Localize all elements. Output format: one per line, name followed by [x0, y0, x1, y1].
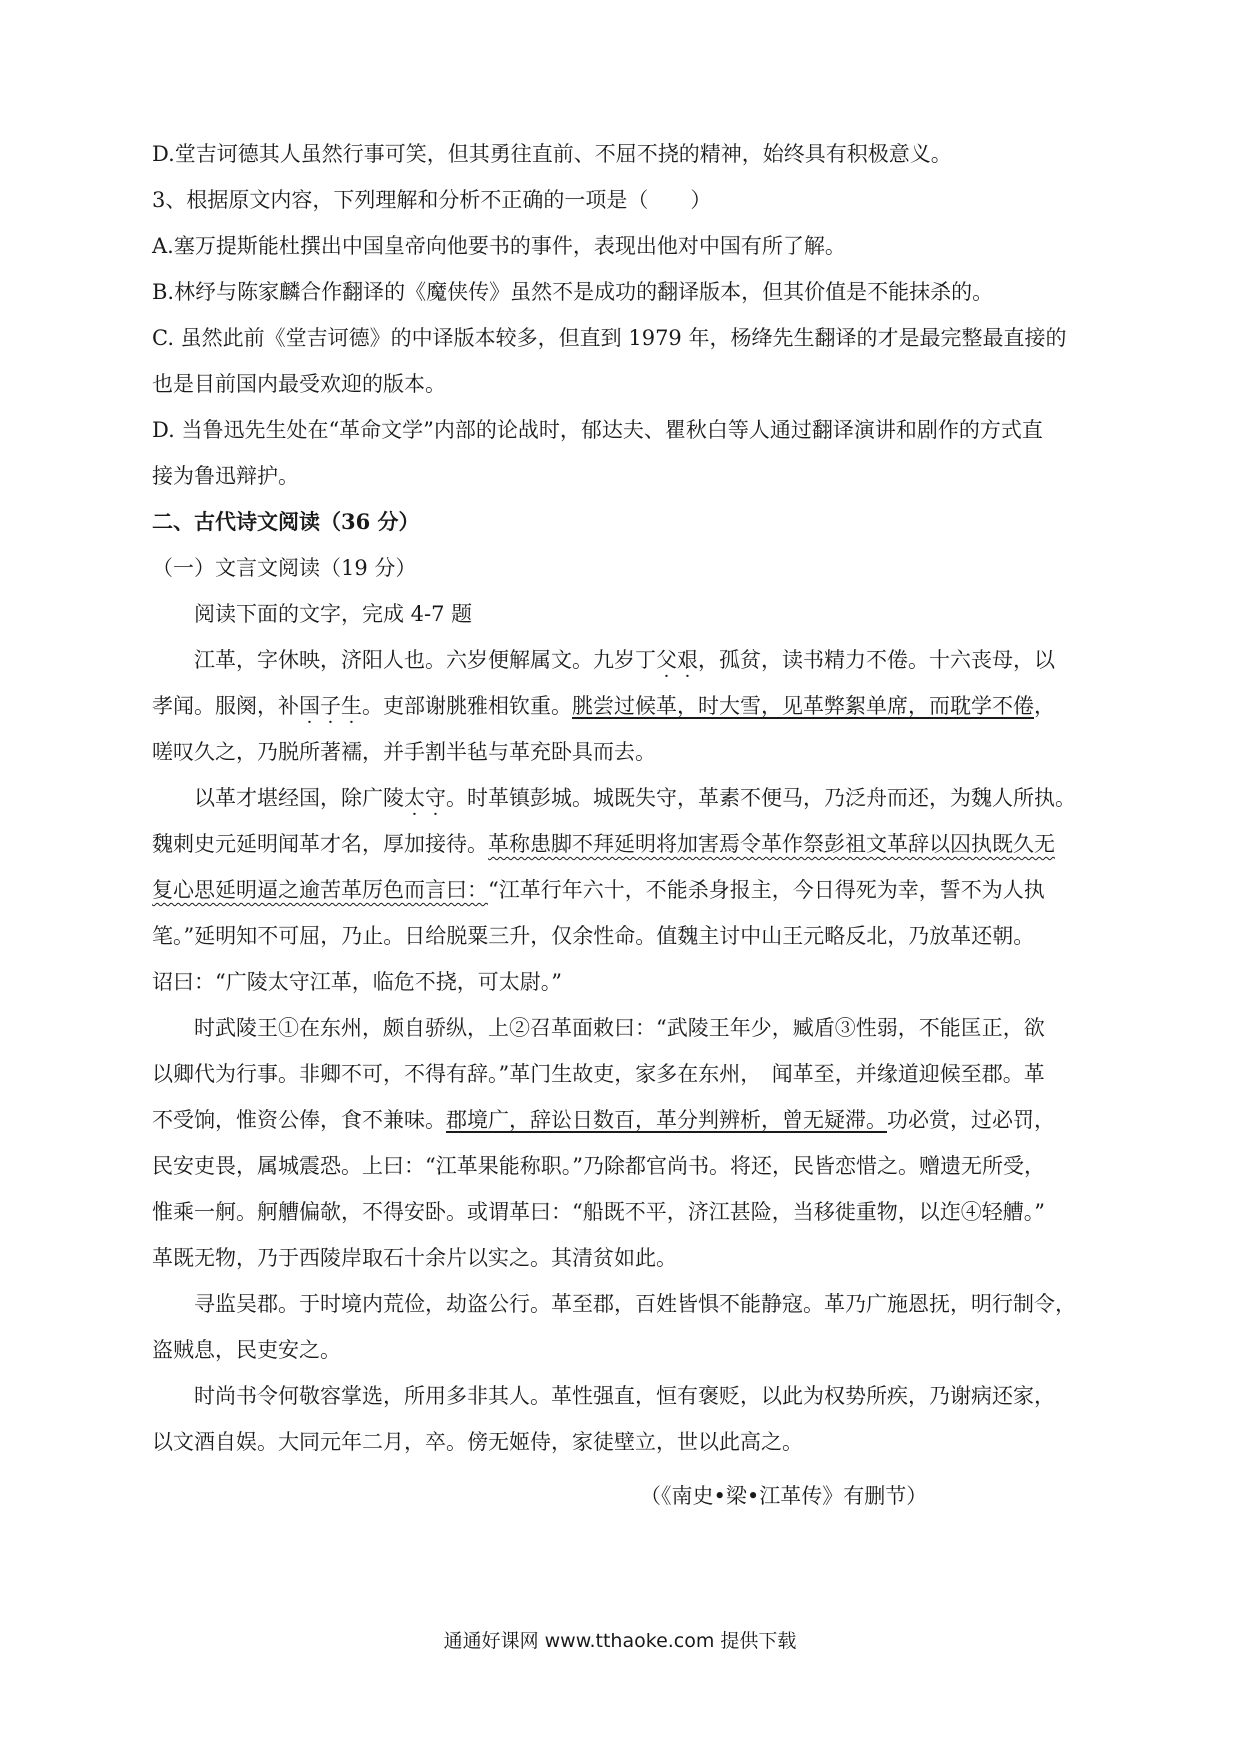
- passage-p3-line1: 时武陵王①在东州，颇自骄纵，上②召革面敕曰：“武陵王年少，臧盾③性弱，不能匡正，欲: [194, 1016, 1045, 1040]
- emphasis-char: 国: [299, 694, 320, 718]
- passage-p5-line2: 以文酒自娱。大同元年二月，卒。傍无姬侍，家徒壁立，世以此高之。: [152, 1430, 803, 1454]
- q3-stem: 3、根据原文内容，下列理解和分析不正确的一项是（ ）: [152, 188, 712, 212]
- text-segment: ，: [1034, 694, 1055, 718]
- text-segment: 功必赏，过必罚，: [887, 1108, 1055, 1132]
- passage-p3-line3: [152, 1106, 1102, 1134]
- q3-option-c-line1: C. 虽然此前《堂吉诃德》的中译版本较多，但直到 1979 年，杨绛先生翻译的才是最完整最直接的: [152, 326, 1067, 350]
- emphasis-char: 生: [341, 694, 362, 718]
- text-segment: ，孤贫，读书精力不倦。十六丧母，以: [698, 648, 1055, 672]
- passage-p4-line2: 盗贼息，民吏安之。: [152, 1338, 341, 1362]
- passage-p2-line4: 笔。”延明知不可屈，乃止。日给脱粟三升，仅余性命。值魏主讨中山王元略反北，乃放革还朝。: [152, 924, 1035, 948]
- passage-source: （《南史•梁•江革传》有删节）: [640, 1484, 928, 1508]
- q2-option-d: D.堂吉诃德其人虽然行事可笑，但其勇往直前、不屈不挠的精神，始终具有积极意义。: [152, 142, 952, 166]
- passage-p3-line6: 革既无物，乃于西陵岸取石十余片以实之。其清贫如此。: [152, 1246, 677, 1270]
- text-segment: “江革行年六十，不能杀身报主，今日得死为幸，誓不为人执: [488, 878, 1045, 902]
- emphasis-char: 父: [656, 648, 677, 672]
- passage-p1-line2: [152, 692, 1102, 720]
- text-segment: 。吏部谢朓雅相钦重。: [362, 694, 572, 718]
- emphasis-char: 艰: [677, 648, 698, 672]
- text-segment: 。时革镇彭城。城既失守，革素不便马，乃泛舟而还，为魏人所执。: [446, 786, 1076, 810]
- q3-option-d-line1: D. 当鲁迅先生处在“革命文学”内部的论战时，郁达夫、瞿秋白等人通过翻译演讲和剧作的方式直: [152, 418, 1043, 442]
- wavy-underlined-text: 复心思延明逼之逾苦革厉色而言曰：: [152, 878, 488, 902]
- emphasis-char: 守: [425, 786, 446, 810]
- passage-p2-line2: [152, 830, 1102, 858]
- passage-p2-line5: 诏曰：“广陵太守江革，临危不挠，可太尉。”: [152, 970, 562, 994]
- passage-p1-line3: 嗟叹久之，乃脱所著襦，并手割半毡与革充卧具而去。: [152, 740, 656, 764]
- subsection-title: （一）文言文阅读（19 分）: [152, 556, 417, 580]
- q3-option-a: A.塞万提斯能杜撰出中国皇帝向他要书的事件，表现出他对中国有所了解。: [152, 234, 846, 258]
- passage-p2-line3: [152, 876, 1102, 904]
- wavy-underlined-text: 革称患脚不拜延明将加害焉令革作祭彭祖文革辞以囚执既久无: [488, 832, 1055, 856]
- footer-watermark: 通通好课网 www.tthaoke.com 提供下载: [443, 1630, 797, 1652]
- emphasis-char: 子: [320, 694, 341, 718]
- passage-p2-line1: [194, 784, 1144, 812]
- emphasis-char: 太: [404, 786, 425, 810]
- q3-option-b: B.林纾与陈家麟合作翻译的《魔侠传》虽然不是成功的翻译版本，但其价值是不能抹杀的。: [152, 280, 994, 304]
- text-segment: 江革，字休映，济阳人也。六岁便解属文。九岁丁: [194, 648, 656, 672]
- text-segment: 以革才堪经国，除广陵: [194, 786, 404, 810]
- reading-instruction: 阅读下面的文字，完成 4-7 题: [194, 602, 473, 626]
- passage-p3-line4: 民安吏畏，属城震恐。上曰：“江革果能称职。”乃除都官尚书。将还，民皆恋惜之。赠遗无所受，: [152, 1154, 1045, 1178]
- q3-option-d-line2: 接为鲁迅辩护。: [152, 464, 299, 488]
- passage-p5-line1: 时尚书令何敬容掌选，所用多非其人。革性强直，恒有褒贬，以此为权势所疾，乃谢病还家，: [194, 1384, 1055, 1408]
- passage-p1-line1: [194, 646, 1144, 674]
- passage-p3-line2: 以卿代为行事。非卿不可，不得有辞。”革门生故吏，家多在东州， 闻革至，并缘道迎候至郡。革: [152, 1062, 1045, 1086]
- q3-option-c-line2: 也是目前国内最受欢迎的版本。: [152, 372, 446, 396]
- underlined-sentence: 朓尝过候革，时大雪，见革弊絮单席，而耽学不倦: [572, 694, 1034, 718]
- section-title: 二、古代诗文阅读（36 分）: [152, 509, 420, 534]
- underlined-sentence: 郡境广，辞讼日数百，革分判辨析，曾无疑滞。: [446, 1108, 887, 1132]
- text-segment: 魏刺史元延明闻革才名，厚加接待。: [152, 832, 488, 856]
- text-segment: 不受饷，惟资公俸，食不兼味。: [152, 1108, 446, 1132]
- passage-p4-line1: 寻监吴郡。于时境内荒俭，劫盗公行。革至郡，百姓皆惧不能静寇。革乃广施恩抚，明行制令，: [194, 1292, 1076, 1316]
- passage-p3-line5: 惟乘一舸。舸艚偏欹，不得安卧。或谓革曰：“船既不平，济江甚险，当移徙重物，以迮④轻艚。”: [152, 1200, 1045, 1224]
- text-segment: 孝闻。服阕，补: [152, 694, 299, 718]
